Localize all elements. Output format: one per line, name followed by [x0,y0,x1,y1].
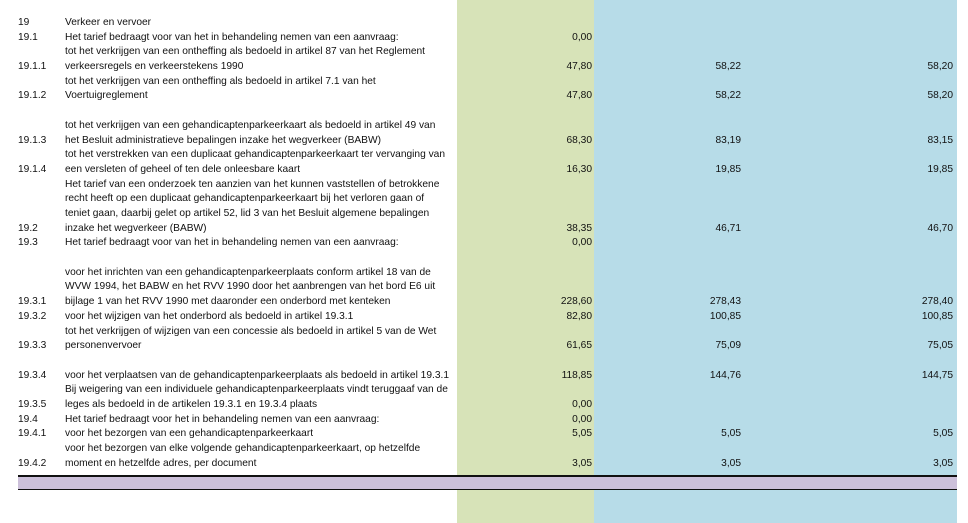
description-line: Het tarief van een onderzoek ten aanzien van het kunnen vaststellen of betrokkene [65,178,440,190]
tariff-value-3: 5,05 [933,428,953,440]
description-line: WVW 1994, het BABW en het RVV 1990 door het aanbrengen van het bord E6 uit [65,281,436,293]
tariff-value-2: 3,05 [721,457,741,469]
description [65,75,376,104]
description-line: voor het bezorgen van een gehandicaptenparkeerkaart [65,428,314,440]
description [65,119,435,148]
tariff-value-3: 144,75 [921,369,953,381]
table-row [0,75,968,104]
article-number: 19.2 [18,222,38,234]
article-number: 19.1 [18,31,38,43]
description [65,325,436,354]
tariff-value-2: 278,43 [709,296,741,308]
tariff-value-1: 38,35 [566,222,592,234]
description-line: bijlage 1 van het RVV 1990 met daaronder een onderbord met kenteken [65,296,391,308]
description-line: tot het verkrijgen van een ontheffing als bedoeld in artikel 7.1 van het [65,75,376,87]
tariff-value-3: 46,70 [927,222,953,234]
total-row-band [18,477,957,489]
description-line: teniet gaan, daarbij gelet op artikel 52, lid 3 van het Besluit algemene bepalingen [65,208,430,219]
tariff-value-1: 228,60 [560,296,592,308]
article-number: 19.4.1 [18,428,47,440]
table-row [0,354,968,369]
table-row [0,119,968,148]
tariff-value-3: 3,05 [933,457,953,469]
description [65,266,435,310]
table-bottom-rule [18,489,957,490]
tariff-value-3: 19,85 [927,163,953,175]
article-number: 19.4 [18,413,38,425]
article-number: 19 [18,16,30,28]
description [65,442,420,471]
description [65,413,379,428]
tariff-value-1: 47,80 [566,61,592,73]
description [65,427,313,442]
tariff-value-3: 100,85 [921,310,953,322]
tariff-value-1: 16,30 [566,163,592,175]
tariff-value-3: 83,15 [927,134,953,146]
description-line: personenvervoer [65,340,142,352]
tariff-value-1: 5,05 [572,428,592,440]
description-line: Het tarief bedraagt voor van het in behandeling nemen van een aanvraag: [65,31,399,43]
article-number: 19.3.2 [18,310,47,322]
article-number: 19.3.3 [18,340,47,352]
tariff-value-1: 118,85 [561,369,592,381]
table-row [0,325,968,354]
tariff-value-1: 0,00 [572,413,592,425]
description-line: tot het verkrijgen van een gehandicaptenparkeerkaart als bedoeld in artikel 49 van [65,119,436,131]
description [65,369,449,384]
table-row [0,369,968,384]
table-row [0,442,968,471]
tariff-value-2: 144,76 [709,369,741,381]
description [65,236,399,251]
description-line: tot het verkrijgen van een ontheffing als bedoeld in artikel 87 van het Reglement [65,46,426,58]
tariff-value-1: 61,65 [566,340,592,352]
description-line: Verkeer en vervoer [65,17,152,28]
table-row [0,148,968,177]
description-line: inzake het wegverkeer (BABW) [65,222,207,234]
description [65,310,353,325]
description [65,16,151,31]
tariff-table [0,16,968,472]
table-row [0,383,968,412]
article-number: 19.3.4 [18,369,47,381]
tariff-value-3: 58,20 [927,90,953,102]
description-line: tot het verstrekken van een duplicaat gehandicaptenparkeerkaart ter vervanging van [65,149,446,161]
tariff-value-1: 0,00 [572,31,592,43]
description-line: Het tarief bedraagt voor het in behandeling nemen van een aanvraag: [65,413,380,425]
tariff-value-1: 0,00 [572,237,592,249]
description-line: het Besluit administratieve bepalingen inzake het wegverkeer (BABW) [65,134,381,146]
table-row [0,266,968,310]
table-row [0,31,968,46]
description-line: moment en hetzelfde adres, per document [65,457,257,469]
article-number: 19.3.5 [18,399,47,411]
description-line: leges als bedoeld in de artikelen 19.3.1 en 19.3.4 plaats [65,399,318,411]
description [65,178,439,237]
tariff-value-3: 75,05 [927,340,953,352]
article-number: 19.1.2 [18,90,47,102]
description [65,148,445,177]
tariff-value-1: 68,30 [566,134,592,146]
article-number: 19.1.1 [18,61,47,73]
tariff-value-2: 83,19 [715,134,741,146]
tariff-value-2: 58,22 [715,90,741,102]
description-line: verkeersregels en verkeerstekens 1990 [65,61,244,73]
article-number: 19.3 [18,237,38,249]
article-number: 19.1.4 [18,163,47,175]
tariff-value-2: 46,71 [715,222,741,234]
tariff-value-2: 5,05 [721,428,741,440]
description-line: voor het wijzigen van het onderbord als bedoeld in artikel 19.3.1 [65,310,354,322]
description-line: tot het verkrijgen of wijzigen van een concessie als bedoeld in artikel 5 van de Wet [65,325,437,337]
tariff-value-1: 82,80 [566,310,592,322]
tariff-value-1: 0,00 [572,399,592,411]
tariff-value-3: 278,40 [921,296,953,308]
table-row [0,251,968,266]
table-row [0,413,968,428]
article-number: 19.1.3 [18,134,47,146]
table-row [0,236,968,251]
tariff-value-2: 19,85 [715,163,741,175]
tariff-value-2: 58,22 [715,61,741,73]
tariff-value-1: 3,05 [572,457,592,469]
description-line: Bij weigering van een individuele gehandicaptenparkeerplaats vindt teruggaaf van de [65,384,448,396]
tariff-value-2: 100,85 [709,310,741,322]
description-line: recht heeft op een duplicaat gehandicaptenparkeerkaart bij het verloren gaan of [65,193,425,205]
description-line: voor het verplaatsen van de gehandicaptenparkeerplaats als bedoeld in artikel 19.3.1 [65,369,449,381]
table-row [0,45,968,74]
tariff-value-1: 47,80 [566,90,592,102]
tariff-value-3: 58,20 [927,61,953,73]
tariff-value-2: 75,09 [715,340,741,352]
table-row [0,310,968,325]
description-line: voor het bezorgen van elke volgende gehandicaptenparkeerkaart, op hetzelfde [65,443,421,455]
description [65,383,448,412]
table-row [0,427,968,442]
table-row [0,104,968,119]
description [65,45,425,74]
table-row [0,178,968,237]
description-line: voor het inrichten van een gehandicaptenparkeerplaats conform artikel 18 van de [65,266,431,278]
description-line: Het tarief bedraagt voor van het in behandeling nemen van een aanvraag: [65,237,399,249]
table-row [0,16,968,31]
article-number: 19.3.1 [18,296,47,308]
description [65,31,399,46]
description-line: Voertuigreglement [65,90,148,102]
description-line: een versleten of geheel of ten dele onleesbare kaart [65,163,301,175]
article-number: 19.4.2 [18,457,47,469]
